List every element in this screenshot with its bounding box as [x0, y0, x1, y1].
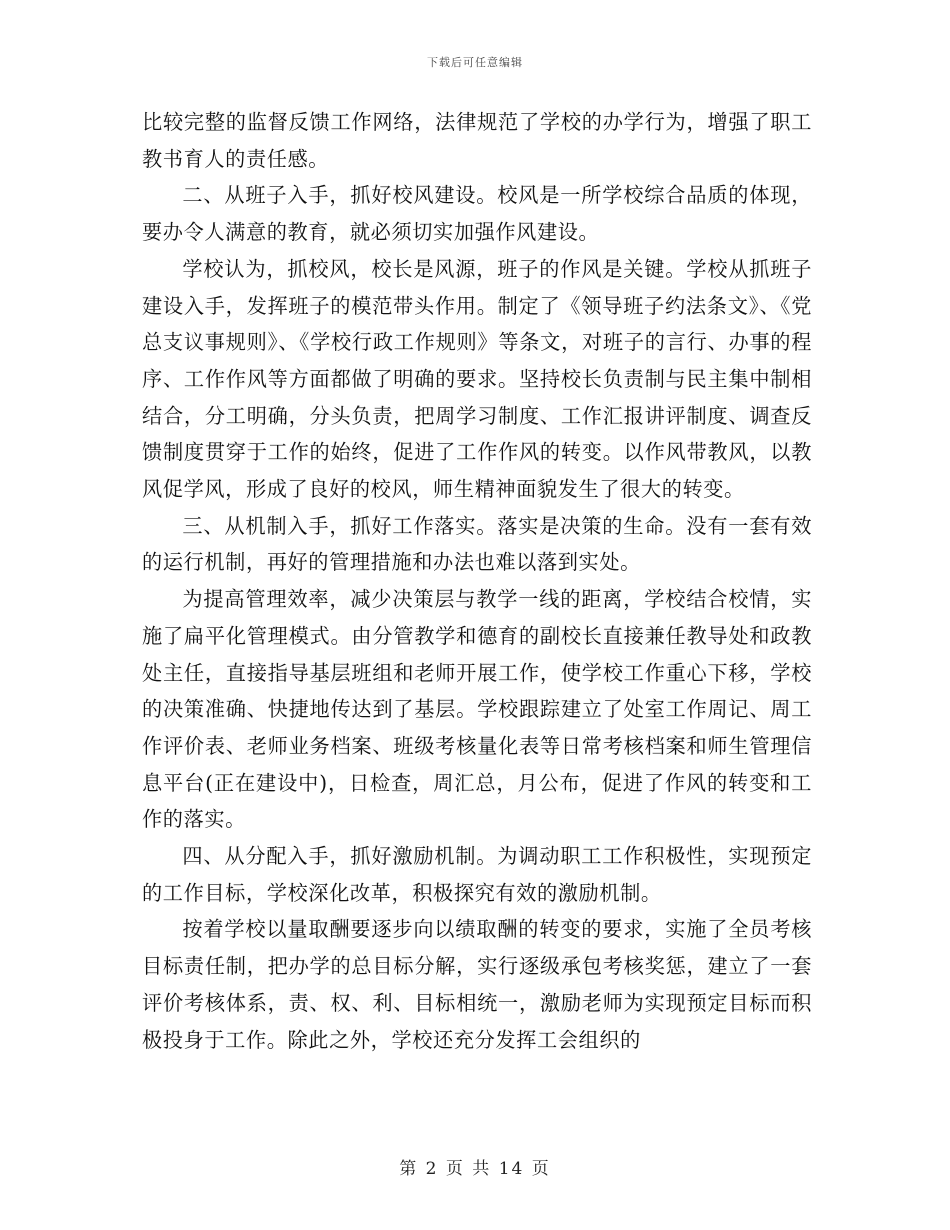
paragraph-section-four: 四、从分配入手，抓好激励机制。为调动职工工作积极性，实现预定的工作目标，学校深化改革，积极探究有效的激励机制。 [142, 844, 812, 905]
page-header: 下载后可任意编辑 [427, 56, 523, 69]
paragraph-section-three: 三、从机制入手，抓好工作落实。落实是决策的生命。没有一套有效的运行机制，再好的管理措施和办法也难以落到实处。 [142, 513, 812, 575]
paragraph: 按着学校以量取酬要逐步向以绩取酬的转变的要求，实施了全员考核目标责任制，把办学的总目标分解，实行逐级承包考核奖惩，建立了一套评价考核体系，责、权、利、目标相统一，激励老师为实现预定目标而积极投身于工作。除此之外，学校还充分发挥工会组织的 [142, 917, 812, 1052]
paragraph: 为提高管理效率，减少决策层与教学一线的距离，学校结合校情，实施了扁平化管理模式。由分管教学和德育的副校长直接兼任教导处和政教处主任，直接指导基层班组和老师开展工作，使学校工作重心下移，学校的决策准确、快捷地传达到了基层。学校跟踪建立了处室工作周记、周工作评价表、老师业务档案、班级考核量化表等日常考核档案和师生管理信息平台(正在建设中)，日检查，周汇总，月公布，促进了作风的转变和工作的落实。 [142, 587, 812, 832]
paragraph-continued: 比较完整的监督反馈工作网络，法律规范了学校的办学行为，增强了职工教书育人的责任感。 [142, 110, 812, 171]
paragraph-section-two: 二、从班子入手，抓好校风建设。校风是一所学校综合品质的体现，要办令人满意的教育，就必须切实加强作风建设。 [142, 183, 812, 245]
paragraph: 学校认为，抓校风，校长是风源，班子的作风是关键。学校从抓班子建设入手，发挥班子的模范带头作用。制定了《领导班子约法条文》、《党总支议事规则》、《学校行政工作规则》等条文，对班子的言行、办事的程序、工作作风等方面都做了明确的要求。坚持校长负责制与民主集中制相结合，分工明确，分头负责，把周学习制度、工作汇报讲评制度、调查反馈制度贯穿于工作的始终，促进了工作作风的转变。以作风带教风，以教风促学风，形成了良好的校风，师生精神面貌发生了很大的转变。 [142, 256, 812, 502]
document-body [142, 104, 812, 1058]
page-number-footer: 第 2 页 共 14 页 [399, 1159, 551, 1179]
